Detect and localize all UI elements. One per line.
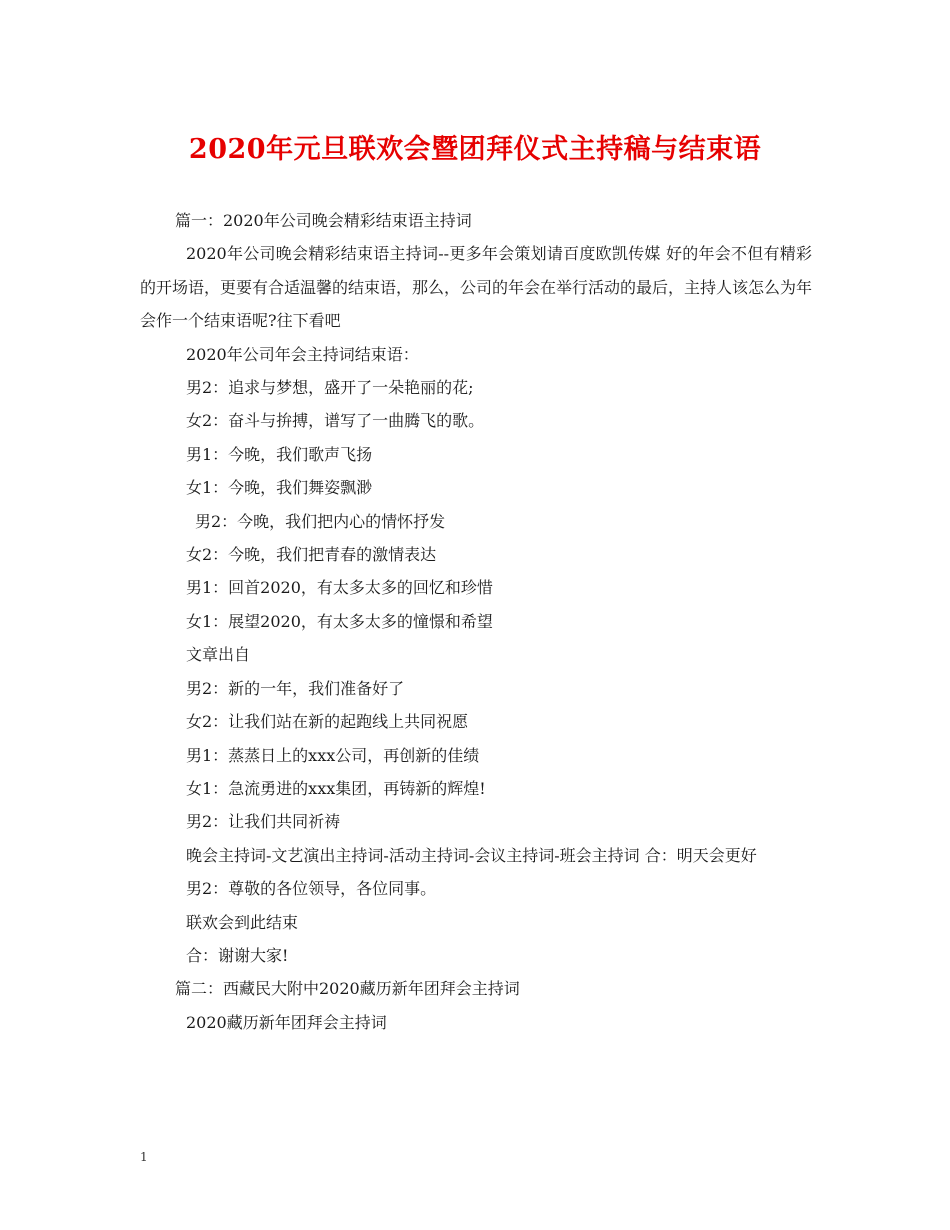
paragraph: 文章出自 — [186, 645, 251, 665]
dialogue-line: 女2：今晚，我们把青春的激情表达 — [186, 545, 437, 565]
section-heading: 篇二：西藏民大附中2020藏历新年团拜会主持词 — [175, 979, 520, 999]
page-number: 1 — [140, 1150, 148, 1164]
dialogue-line: 女1：展望2020，有太多太多的憧憬和希望 — [186, 611, 493, 631]
paragraph: 联欢会到此结束 — [186, 912, 299, 932]
dialogue-line: 女1：今晚，我们舞姿飘渺 — [186, 478, 373, 498]
dialogue-line: 男1：回首2020，有太多太多的回忆和珍惜 — [186, 578, 493, 598]
dialogue-line: 女2：让我们站在新的起跑线上共同祝愿 — [186, 712, 469, 732]
paragraph: 2020藏历新年团拜会主持词 — [186, 1012, 387, 1032]
dialogue-line: 男2：尊敬的各位领导，各位同事。 — [186, 879, 437, 899]
dialogue-line: 合：谢谢大家! — [186, 945, 289, 965]
document-body — [140, 204, 812, 1039]
paragraph: 2020年公司晚会精彩结束语主持词--更多年会策划请百度欧凯传媒 好的年会不但有精彩的开场语，更要有合适温馨的结束语，那么，公司的年会在举行活动的最后，主持人该怎么为年会作一个结束语呢?往下看吧 — [140, 244, 813, 331]
dialogue-line: 女2：奋斗与拚搏，谱写了一曲腾飞的歌。 — [186, 411, 485, 431]
dialogue-line: 女1：急流勇进的xxx集团，再铸新的辉煌! — [186, 778, 486, 798]
section-heading: 篇一：2020年公司晚会精彩结束语主持词 — [175, 211, 472, 230]
paragraph: 2020年公司年会主持词结束语： — [186, 344, 419, 364]
dialogue-line: 男1：今晚，我们歌声飞扬 — [186, 444, 373, 464]
dialogue-line: 男1：蒸蒸日上的xxx公司，再创新的佳绩 — [186, 745, 480, 765]
dialogue-line: 男2：追求与梦想，盛开了一朵艳丽的花; — [186, 378, 474, 398]
dialogue-line: 男2：让我们共同祈祷 — [186, 812, 341, 832]
paragraph: 晚会主持词-文艺演出主持词-活动主持词-会议主持词-班会主持词 合：明天会更好 — [186, 845, 757, 865]
dialogue-line: 男2：今晚，我们把内心的情怀抒发 — [195, 511, 446, 531]
document-title: 2020年元旦联欢会暨团拜仪式主持稿与结束语 — [188, 134, 762, 165]
dialogue-line: 男2：新的一年，我们准备好了 — [186, 678, 405, 698]
